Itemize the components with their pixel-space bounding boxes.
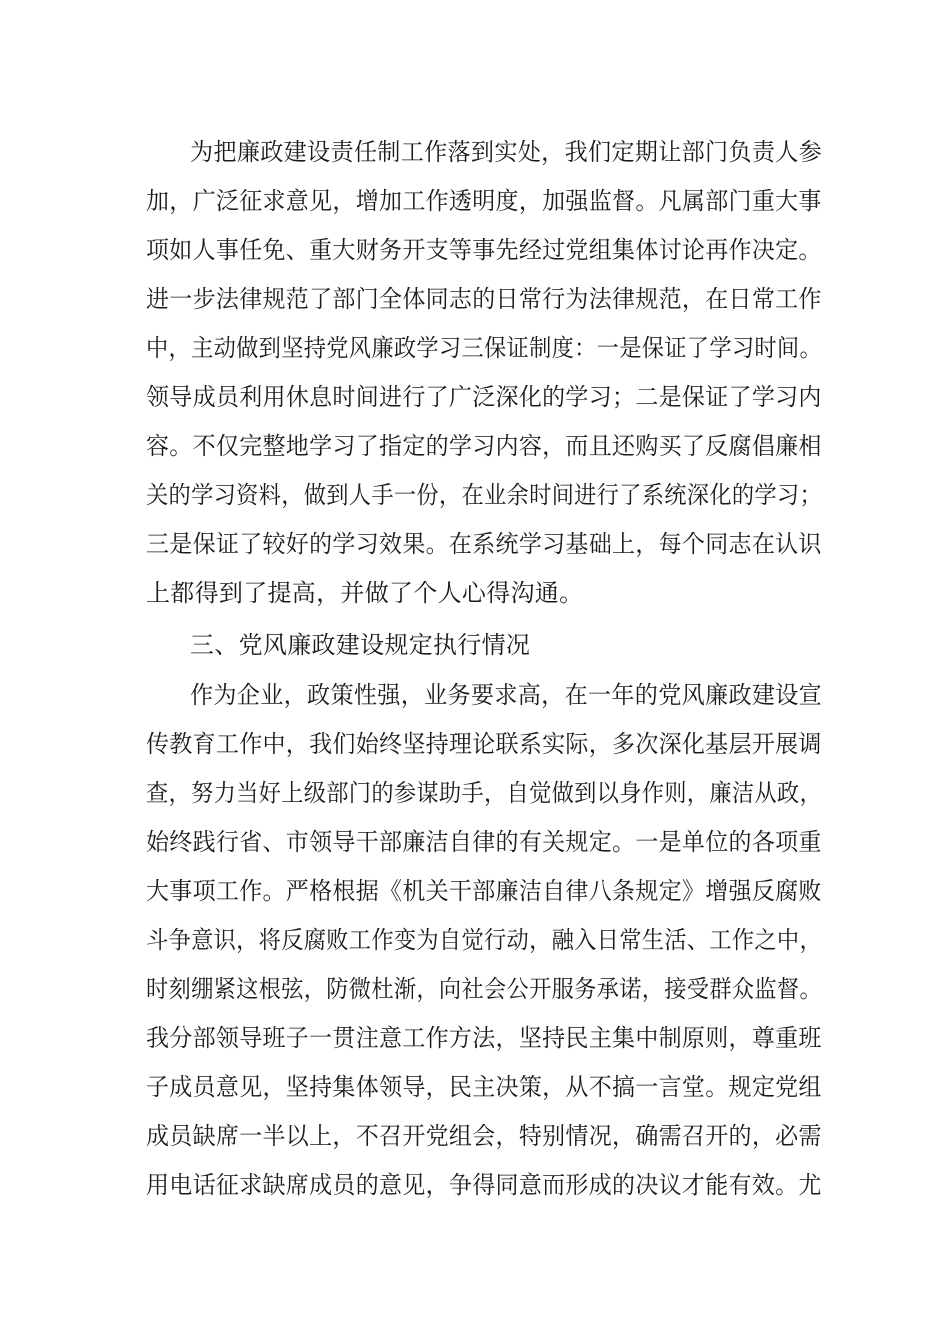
paragraph-line: 三是保证了较好的学习效果。在系统学习基础上，每个同志在认识 (146, 530, 822, 558)
paragraph-line: 上都得到了提高，并做了个人心得沟通。 (146, 579, 584, 607)
paragraph-line: 中，主动做到坚持党风廉政学习三保证制度：一是保证了学习时间。 (146, 334, 823, 362)
paragraph-line: 大事项工作。严格根据《机关干部廉洁自律八条规定》增强反腐败 (146, 877, 822, 905)
paragraph-line: 时刻绷紧这根弦，防微杜渐，向社会公开服务承诺，接受群众监督。 (146, 975, 823, 1003)
paragraph-line: 领导成员利用休息时间进行了广泛深化的学习；二是保证了学习内 (146, 383, 822, 411)
paragraph-line: 进一步法律规范了部门全体同志的日常行为法律规范，在日常工作 (146, 285, 822, 313)
paragraph-line: 关的学习资料，做到人手一份，在业余时间进行了系统深化的学习； (146, 481, 823, 509)
paragraph-line: 加，广泛征求意见，增加工作透明度，加强监督。凡属部门重大事 (146, 187, 822, 215)
paragraph-line: 项如人事任免、重大财务开支等事先经过党组集体讨论再作决定。 (146, 236, 822, 264)
paragraph-line: 始终践行省、市领导干部廉洁自律的有关规定。一是单位的各项重 (146, 828, 822, 856)
paragraph-line: 传教育工作中，我们始终坚持理论联系实际，多次深化基层开展调 (146, 730, 822, 758)
paragraph-line: 作为企业，政策性强，业务要求高，在一年的党风廉政建设宣 (190, 681, 823, 709)
paragraph-line: 查，努力当好上级部门的参谋助手，自觉做到以身作则，廉洁从政， (146, 779, 823, 807)
paragraph-line: 我分部领导班子一贯注意工作方法，坚持民主集中制原则，尊重班 (146, 1024, 822, 1052)
paragraph-line: 容。不仅完整地学习了指定的学习内容，而且还购买了反腐倡廉相 (146, 432, 822, 460)
paragraph-line: 用电话征求缺席成员的意见，争得同意而形成的决议才能有效。尤 (146, 1171, 822, 1199)
paragraph-line: 子成员意见，坚持集体领导，民主决策，从不搞一言堂。规定党组 (146, 1073, 822, 1101)
paragraph-line: 斗争意识，将反腐败工作变为自觉行动，融入日常生活、工作之中， (146, 926, 823, 954)
paragraph-line: 为把廉政建设责任制工作落到实处，我们定期让部门负责人参 (190, 138, 823, 166)
paragraph-line: 成员缺席一半以上，不召开党组会，特别情况，确需召开的，必需 (146, 1122, 822, 1150)
section-heading: 三、党风廉政建设规定执行情况 (190, 631, 531, 659)
